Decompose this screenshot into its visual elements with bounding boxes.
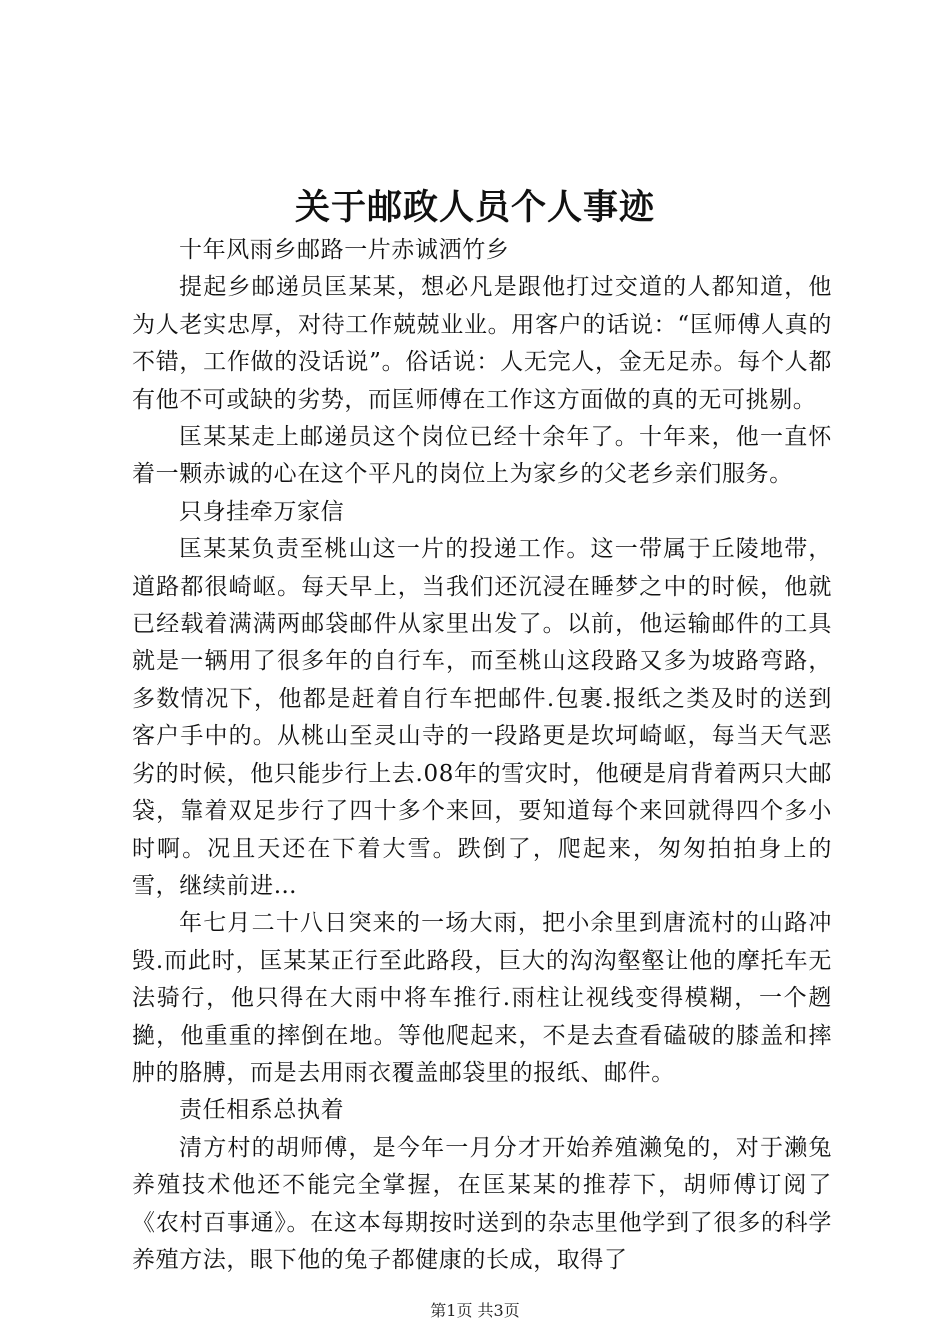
section-heading: 十年风雨乡邮路一片赤诚洒竹乡 bbox=[179, 237, 510, 263]
section-heading: 只身挂牵万家信 bbox=[179, 498, 345, 525]
paragraph: 年七月二十八日突来的一场大雨，把小余里到唐流村的山路冲毁.而此时，匡某某正行至此路段，巨大的沟沟壑壑让他的摩托车无法骑行，他只得在大雨中将车推行.雨柱让视线变得模糊，一个趔撧，他重重的摔倒在地。等他爬起来，不是去查看磕破的膝盖和摔肿的胳膊，而是去用雨衣覆盖邮袋里的报纸、邮件。 bbox=[132, 910, 832, 1086]
paragraph: 清方村的胡师傅，是今年一月分才开始养殖濑兔的，对于濑兔养殖技术他还不能完全掌握，在匡某某的推荐下，胡师傅订阅了《农村百事通》。在这本每期按时送到的杂志里他学到了很多的科学养殖方法，眼下他的兔子都健康的长成，取得了 bbox=[132, 1134, 832, 1273]
page-number: 第1页 共3页 bbox=[430, 1301, 520, 1320]
document-body bbox=[132, 232, 832, 1279]
page-footer bbox=[0, 1300, 950, 1322]
document-title: 关于邮政人员个人事迹 bbox=[294, 187, 655, 228]
paragraph: 提起乡邮递员匡某某，想必凡是跟他打过交道的人都知道，他为人老实忠厚，对待工作兢兢业业。用客户的话说：“匡师傅人真的不错，工作做的没话说”。俗话说：人无完人，金无足赤。每个人都有他不可或缺的劣势，而匡师傅在工作这方面做的真的无可挑剔。 bbox=[132, 274, 832, 413]
paragraph: 匡某某负责至桃山这一片的投递工作。这一带属于丘陵地带，道路都很崎岖。每天早上，当我们还沉浸在睡梦之中的时候，他就已经载着满满两邮袋邮件从家里出发了。以前，他运输邮件的工具就是一辆用了很多年的自行车，而至桃山这段路又多为坡路弯路，多数情况下，他都是赶着自行车把邮件.包裹.报纸之类及时的送到客户手中的。从桃山至灵山寺的一段路更是坎坷崎岖，每当天气恶劣的时候，他只能步行上去.08年的雪灾时，他硬是肩背着两只大邮袋，靠着双足步行了四十多个来回，要知道每个来回就得四个多小时啊。况且天还在下着大雪。跌倒了，爬起来，匆匆拍拍身上的雪，继续前进… bbox=[132, 536, 832, 899]
section-heading: 责任相系总执着 bbox=[179, 1097, 345, 1124]
paragraph: 匡某某走上邮递员这个岗位已经十余年了。十年来，他一直怀着一颗赤诚的心在这个平凡的岗位上为家乡的父老乡亲们服务。 bbox=[132, 424, 832, 488]
